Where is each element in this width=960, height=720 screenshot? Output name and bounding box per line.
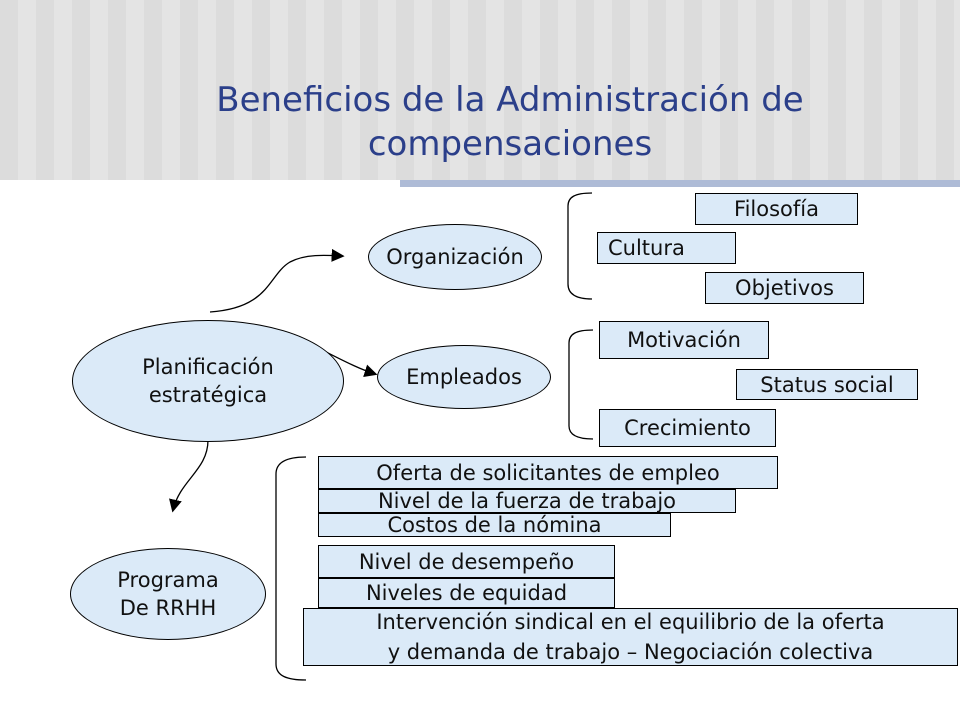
item-objetivos: Objetivos (705, 272, 864, 304)
item-status-social: Status social (736, 369, 918, 400)
item-cultura: Cultura (597, 232, 736, 264)
arrow-to-organizacion (210, 255, 342, 312)
title-line-2: compensaciones (367, 124, 653, 164)
item-intervencion-sindical (303, 608, 958, 666)
planificacion-node (72, 320, 344, 442)
item-nivel-desempeno: Nivel de desempeño (318, 545, 615, 578)
empleados-label: Empleados (406, 365, 522, 389)
programa-line-1: Programa (117, 568, 219, 592)
programa-line-2: De RRHH (119, 596, 217, 620)
item-motivacion: Motivación (599, 321, 769, 359)
item-nivel-fuerza: Nivel de la fuerza de trabajo (318, 489, 736, 513)
item-filosofia: Filosofía (695, 193, 858, 225)
organizacion-node (368, 224, 542, 290)
title-line-1: Beneficios de la Administración de (216, 80, 804, 120)
sindical-line-2: y demanda de trabajo – Negociación colectiva (387, 640, 874, 664)
bracket-programa (276, 457, 306, 680)
empleados-node (377, 345, 551, 409)
sindical-line-1: Intervención sindical en el equilibrio de la oferta (376, 610, 885, 634)
item-costos-nomina: Costos de la nómina (318, 513, 671, 537)
bracket-empleados (569, 330, 593, 439)
organizacion-label: Organización (386, 245, 524, 269)
bracket-organizacion (568, 193, 592, 299)
item-oferta-solicitantes: Oferta de solicitantes de empleo (318, 456, 778, 489)
planificacion-line-2: estratégica (148, 383, 268, 407)
item-niveles-equidad: Niveles de equidad (318, 578, 615, 608)
programa-node (70, 548, 266, 640)
planificacion-line-1: Planificación (142, 355, 274, 379)
item-crecimiento: Crecimiento (599, 409, 776, 447)
arrow-to-programa (173, 440, 208, 510)
